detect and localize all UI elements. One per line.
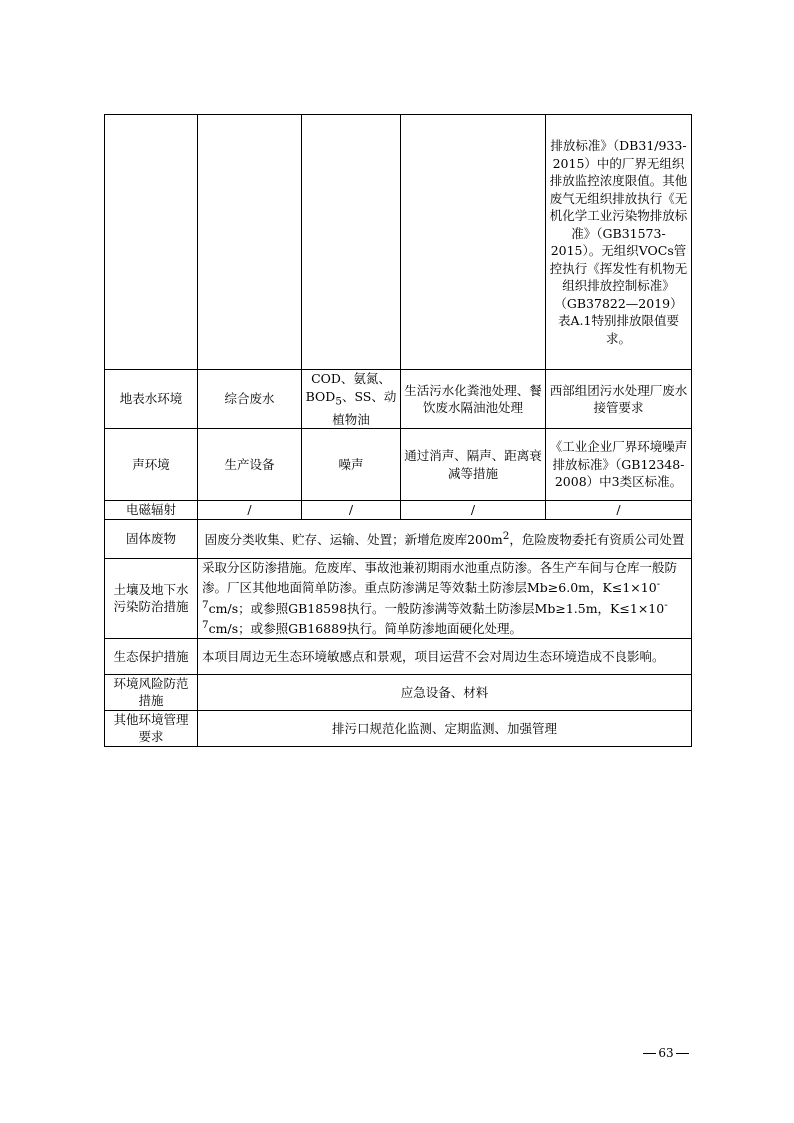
table-cell [198,115,302,370]
superscript: -7 [202,578,661,611]
category-cell: 生态保护措施 [105,638,198,674]
environmental-measures-table [104,114,692,747]
dash-right [676,1053,689,1054]
category-cell: 土壤及地下水污染防治措施 [105,558,198,638]
pollutant-cell [302,370,401,429]
pollutant-text: 、SS、动植物油 [332,388,397,427]
table-row-soil-groundwater [105,558,692,638]
description-cell [198,519,692,558]
description-text: 固废分类收集、贮存、运输、处置；新增危废库200m [204,532,503,548]
source-cell: / [198,501,302,520]
table-cell [302,115,401,370]
description-cell: 排污口规范化监测、定期监测、加强管理 [198,710,692,746]
table-cell [401,115,546,370]
page-number [640,1044,692,1062]
table-row-surface-water [105,370,692,429]
dash-left [643,1053,656,1054]
pollutant-cell: / [302,501,401,520]
table-row-electromagnetic [105,501,692,520]
page-number-text: 63 [658,1046,674,1060]
pollutant-cell: 噪声 [302,429,401,501]
source-cell: 生产设备 [198,429,302,501]
table-row-ecological [105,638,692,674]
pollutant-text: COD、氨氮、BOD [305,371,391,404]
table-row [105,115,692,370]
superscript: -7 [202,598,668,632]
table-row-solid-waste [105,519,692,558]
measure-cell: 通过消声、隔声、距离衰减等措施 [401,429,546,501]
description-cell: 应急设备、材料 [198,674,692,710]
measure-cell: / [401,501,546,520]
description-cell [198,558,692,638]
subscript: 5 [335,395,342,407]
category-cell: 声环境 [105,429,198,501]
category-cell: 环境风险防范措施 [105,674,198,710]
standard-cell: 《工业企业厂界环境噪声排放标准》（GB12348-2008）中3类区标准。 [546,429,692,501]
table-row-noise [105,429,692,501]
table-cell [105,115,198,370]
description-text: cm/s；或参照GB16889执行。简单防渗地面硬化处理。 [208,621,523,637]
category-cell: 其他环境管理要求 [105,710,198,746]
description-text: ，危险废物委托有资质公司处置 [509,532,685,548]
category-cell: 地表水环境 [105,370,198,429]
description-text: 采取分区防渗措施。危废库、事故池兼初期雨水池重点防渗。各生产车间与仓库一般防渗。厂区其他地面简单防渗。重点防渗满足等效黏土防渗层Mb≥6.0m，K≤1×10 [202,559,678,596]
description-text: cm/s；或参照GB18598执行。一般防渗满等效黏土防渗层Mb≥1.5m，K≤1×10 [208,600,665,616]
superscript: 2 [502,530,510,543]
table-row-risk [105,674,692,710]
category-cell: 固体废物 [105,519,198,558]
standard-cell-continued: 排放标准》（DB31/933-2015）中的厂界无组织排放监控浓度限值。其他废气无组织排放执行《无机化学工业污染物排放标准》（GB31573-2015）。无组织VOCs管控执行《挥发性有机物无组织排放控制标准》（GB37822—2019）表A.1特别排放限值要求。 [546,115,692,370]
table-row-other-management [105,710,692,746]
standard-cell: 西部组团污水处理厂废水接管要求 [546,370,692,429]
measure-cell: 生活污水化粪池处理、餐饮废水隔油池处理 [401,370,546,429]
standard-cell: / [546,501,692,520]
source-cell: 综合废水 [198,370,302,429]
category-cell: 电磁辐射 [105,501,198,520]
description-cell: 本项目周边无生态环境敏感点和景观，项目运营不会对周边生态环境造成不良影响。 [198,638,692,674]
